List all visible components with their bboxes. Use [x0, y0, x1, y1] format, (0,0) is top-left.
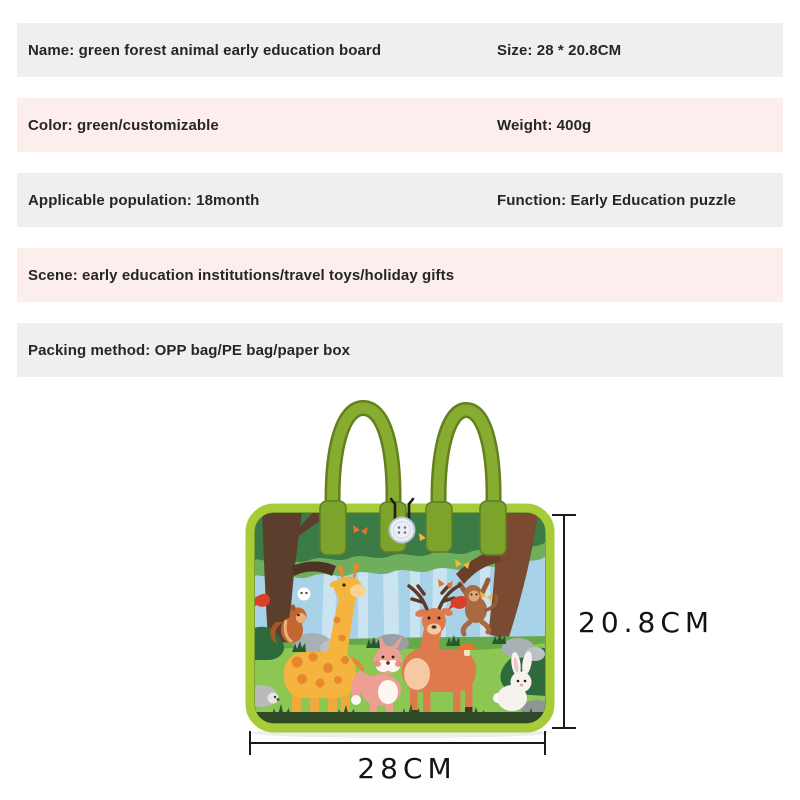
- height-dimension-label: 20.8CM: [578, 606, 715, 639]
- spec-row-packing: [17, 323, 783, 377]
- spec-weight-text: Weight: 400g: [497, 116, 592, 134]
- spec-row-name-size: [17, 23, 783, 77]
- spec-color-text: Color: green/customizable: [28, 116, 219, 134]
- width-dimension-line: [250, 742, 545, 744]
- bag-illustration: [240, 398, 560, 740]
- spec-row-scene: [17, 248, 783, 302]
- bag-bottom-band: [254, 712, 546, 724]
- spec-scene-text: Scene: early education institutions/travel toys/holiday gifts: [28, 266, 455, 284]
- height-dimension-cap-top: [552, 514, 576, 516]
- height-dimension-cap-bottom: [552, 727, 576, 729]
- spec-row-population-function: [17, 173, 783, 227]
- width-dimension-cap-right: [544, 731, 546, 755]
- spec-row-color-weight: [17, 98, 783, 152]
- spec-population-text: Applicable population: 18month: [28, 191, 260, 209]
- spec-size-text: Size: 28 * 20.8CM: [497, 41, 622, 59]
- width-dimension-cap-left: [249, 731, 251, 755]
- spec-function-text: Function: Early Education puzzle: [497, 191, 737, 209]
- bag-handles: [333, 408, 494, 518]
- spec-name-text: Name: green forest animal early education board: [28, 41, 382, 59]
- height-dimension-line: [563, 515, 565, 728]
- product-photo: [240, 398, 560, 740]
- spec-packing-text: Packing method: OPP bag/PE bag/paper box: [28, 341, 351, 359]
- flower-owl-icon: [298, 588, 311, 601]
- width-dimension-label: 28CM: [357, 752, 457, 785]
